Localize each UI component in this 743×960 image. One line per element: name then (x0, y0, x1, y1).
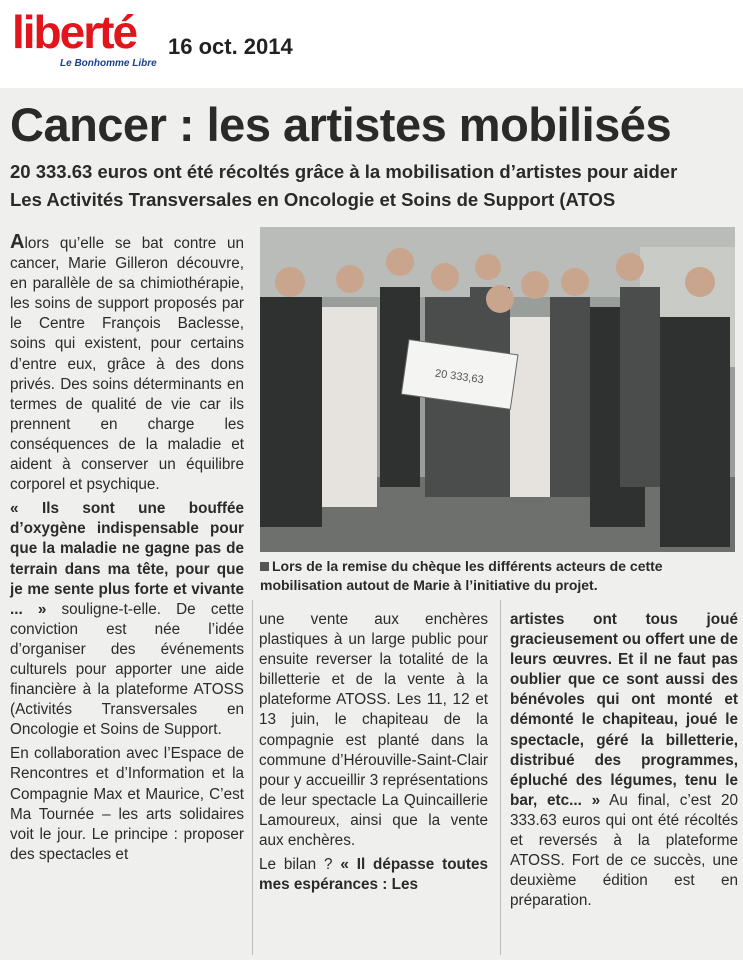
masthead (0, 0, 743, 88)
paragraph (259, 610, 488, 851)
liberte-logo (12, 4, 157, 74)
article-headline: Cancer : les artistes mobilisés (10, 98, 672, 151)
photo-caption (260, 557, 738, 595)
paragraph-text: Au final, c’est 20 333.63 euros qui ont été récoltés et reversés à la plateforme ATOSS. Fort de ce succès, une deuxième édition est en préparation. (510, 791, 738, 910)
subhead-line: Les Activités Transversales en Oncologie et Soins de Support (ATOS (10, 189, 616, 210)
paragraph (510, 610, 738, 911)
logo-subtitle: Le Bonhomme Libre (60, 58, 157, 69)
paragraph (10, 499, 244, 740)
group-photo-illustration (260, 227, 735, 552)
paragraph-text: En collaboration avec l’Espace de Rencontres et d’Information et la Compagnie Max et Maurice, C’est Ma Tournée – les arts solidaires voit le jour. Le principe : proposer des spectacles et (10, 745, 244, 863)
paragraph-text: Le bilan ? (259, 856, 341, 874)
paragraph (259, 855, 488, 895)
subhead-line: 20 333.63 euros ont été récoltés grâce à la mobilisation d’artistes pour aider (10, 161, 678, 182)
column-divider (500, 600, 501, 955)
drop-cap: A (10, 231, 25, 253)
caption-text: Lors de la remise du chèque les différents acteurs de cette mobilisation autout de Marie à l’initiative du projet. (260, 558, 663, 593)
paragraph (10, 232, 244, 495)
article-photo (260, 227, 735, 552)
caption-square-icon (260, 562, 269, 571)
quote-text: « Ils sont une bouffée d’oxygène indispensable pour que la maladie ne gagne pas de terrain dans ma tête, pour que je me sente plus forte et vivante ... » (10, 500, 244, 618)
paragraph-text: lors qu’elle se bat contre un cancer, Marie Gilleron découvre, en parallèle de sa chimiothérapie, les soins de support proposés par le Centre François Baclesse, soins qui existent, pour certains d’entre eux, grâce à des dons privés. Des soins déterminants en termes de qualité de vie car ils prennent en charge les conséquences de la maladie et aident à conserver un équilibre corporel et psychique. (10, 235, 244, 494)
article-column-1 (10, 232, 244, 869)
cheque-amount: 20 333,63 (434, 367, 485, 387)
publication-date: 16 oct. 2014 (168, 34, 293, 59)
quote-text: artistes ont tous joué gracieusement ou offert une de leurs œuvres. Et il ne faut pas oublier que ce sont aussi des bénévoles qui ont monté et démonté le chapiteau, joué le spectacle, géré la billetterie, distribué des programmes, épluché des légumes, tenu le bar, etc... » (510, 611, 738, 809)
article-subhead (10, 158, 740, 214)
paragraph-text: une vente aux enchères plastiques à un large public pour ensuite reverser la totalité de la billetterie et de la vente à la plateforme ATOSS. Les 11, 12 et 13 juin, le chapiteau de la compagnie est planté dans la commune d’Hérouville-Saint-Clair pour y accueillir 3 représentations de leur spectacle La Quincaillerie Lamoureux, ainsi que la vente aux enchères. (259, 611, 488, 850)
paragraph-text: souligne-t-elle. De cette conviction est née l’idée d’organiser des événements culturels pour apporter une aide financière à la plateforme ATOSS (Activités Transversales en Oncologie et Soins de Support. (10, 600, 244, 739)
article-column-3 (510, 610, 738, 915)
article-column-2 (259, 610, 488, 899)
quote-text: « Il dépasse toutes mes espérances : Les (259, 856, 488, 894)
logo-wordmark: liberté (12, 6, 137, 58)
column-divider (252, 600, 253, 955)
paragraph (10, 744, 244, 865)
